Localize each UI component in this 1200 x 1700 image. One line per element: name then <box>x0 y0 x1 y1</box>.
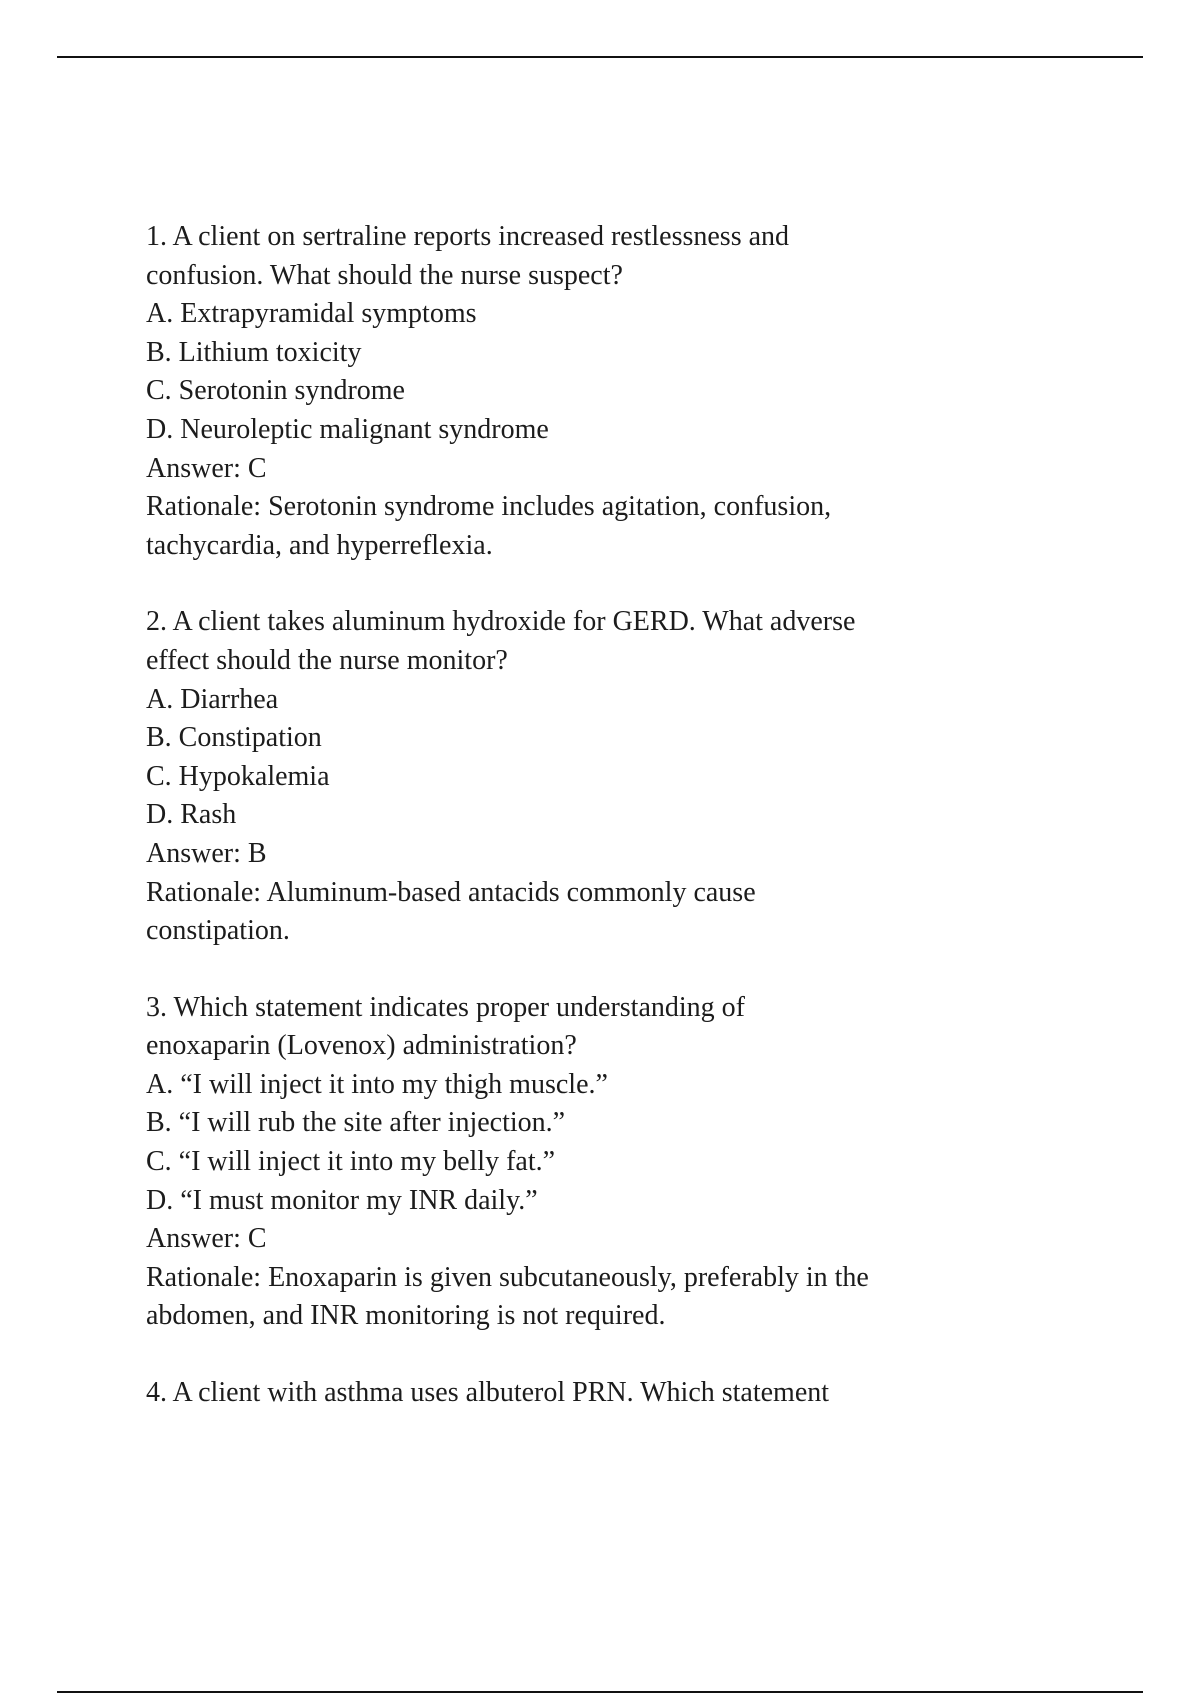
option-d: D. Rash <box>146 799 237 831</box>
top-rule <box>57 56 1143 58</box>
rationale: Rationale: Aluminum-based antacids commonly cause <box>146 876 756 908</box>
answer: Answer: B <box>146 837 267 869</box>
option-d: D. Neuroleptic malignant syndrome <box>146 413 549 445</box>
option-c: C. “I will inject it into my belly fat.” <box>146 1146 556 1178</box>
document-body <box>146 218 1026 1451</box>
option-c: C. Hypokalemia <box>146 760 330 792</box>
question-stem: 1. A client on sertraline reports increased restlessness and <box>146 221 790 252</box>
option-b: B. “I will rub the site after injection.” <box>146 1107 566 1139</box>
rationale: tachycardia, and hyperreflexia. <box>146 529 493 561</box>
bottom-rule <box>57 1691 1143 1693</box>
rationale: Rationale: Serotonin syndrome includes agitation, confusion, <box>146 491 832 523</box>
option-d: D. “I must monitor my INR daily.” <box>146 1184 538 1216</box>
option-a: A. “I will inject it into my thigh muscle.” <box>146 1068 608 1100</box>
option-b: B. Constipation <box>146 722 322 754</box>
option-b: B. Lithium toxicity <box>146 336 362 368</box>
rationale: constipation. <box>146 915 290 947</box>
question-2 <box>146 603 1026 950</box>
answer: Answer: C <box>146 1223 267 1255</box>
rationale: abdomen, and INR monitoring is not required. <box>146 1300 666 1332</box>
question-stem: enoxaparin (Lovenox) administration? <box>146 1030 577 1062</box>
question-4 <box>146 1374 1026 1413</box>
question-stem: confusion. What should the nurse suspect? <box>146 259 623 291</box>
option-a: A. Extrapyramidal symptoms <box>146 298 477 330</box>
question-stem: 4. A client with asthma uses albuterol PRN. Which statement <box>146 1377 830 1409</box>
option-a: A. Diarrhea <box>146 683 279 715</box>
question-1 <box>146 218 1026 565</box>
question-stem: 3. Which statement indicates proper understanding of <box>146 991 745 1023</box>
question-3 <box>146 989 1026 1336</box>
rationale: Rationale: Enoxaparin is given subcutaneously, preferably in the <box>146 1261 869 1293</box>
option-c: C. Serotonin syndrome <box>146 375 405 407</box>
question-stem: effect should the nurse monitor? <box>146 644 508 676</box>
answer: Answer: C <box>146 452 267 484</box>
question-stem: 2. A client takes aluminum hydroxide for GERD. What adverse <box>146 606 856 638</box>
